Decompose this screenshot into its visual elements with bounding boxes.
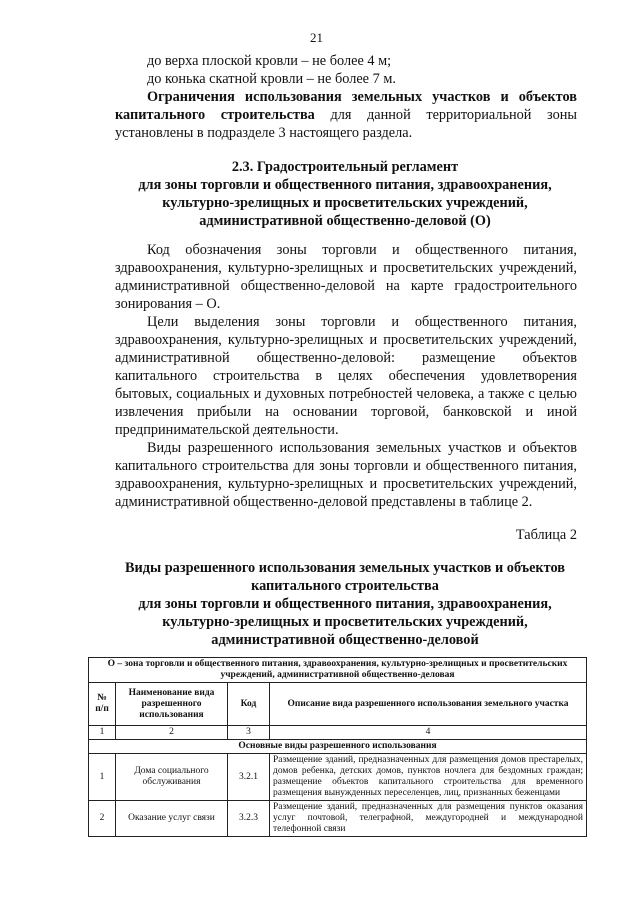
intro-line: до конька скатной кровли – не более 7 м. [147,71,396,87]
paragraphs [115,241,577,511]
para2-line: бытовых, социальных и духовных потребностей человека, а также с целью [115,386,577,402]
section-title [95,158,595,230]
para3-line: здравоохранения, культурно-зрелищных и просветительских учреждений, [115,476,577,492]
para1-line: административной общественно-деловой на карте градостроительного [115,278,577,294]
restrictions-text: для данной территориальной зоны [330,107,577,123]
zone-header-row [89,658,587,683]
permitted-use-table [88,657,587,837]
para1-line: Код обозначения зоны торговли и общественного питания, [147,242,577,258]
para2-line: административной общественно-деловой: размещение объектов [115,350,577,366]
table-title-line: для зоны торговли и общественного питания, здравоохранения, [138,596,552,612]
intro-block [115,52,577,142]
column-number: 1 [89,726,116,740]
restrictions-bold: Ограничения использования земельных участков и объектов [147,89,577,105]
column-header: Наименование вида разрешенного использования [116,683,228,726]
column-number: 2 [116,726,228,740]
section-cell: Основные виды разрешенного использования [89,740,587,754]
table-title-line: административной общественно-деловой [211,632,479,648]
row-number: 1 [89,754,116,801]
page-number: 21 [310,30,323,45]
para3-line: административной общественно-деловой представлены в таблице 2. [115,494,533,510]
column-number: 4 [270,726,587,740]
para2-line: здравоохранения, культурно-зрелищных и просветительских учреждений, [115,332,577,348]
restrictions-line [115,88,577,106]
column-header: № п/п [89,683,116,726]
column-header-row [89,683,587,726]
table-row [89,754,587,801]
row-name: Дома социального обслуживания [116,754,228,801]
row-code: 3.2.3 [228,801,270,837]
row-code: 3.2.1 [228,754,270,801]
para2-line: капитального строительства в целях обеспечения удовлетворения [115,368,577,384]
section-title-line: для зоны торговли и общественного питания, здравоохранения, [138,177,552,193]
section-title-line: административной общественно-деловой (О) [199,213,491,229]
restrictions-bold: капитального строительства [115,107,315,123]
row-name: Оказание услуг связи [116,801,228,837]
section-title-line: 2.3. Градостроительный регламент [231,159,459,175]
section-title-line: культурно-зрелищных и просветительских учреждений, [162,195,528,211]
section-row [89,740,587,754]
column-number: 3 [228,726,270,740]
column-number-row [89,726,587,740]
table-title-line: капитального строительства [251,578,439,594]
para2-line: извлечения прибыли на основании торговой, банковской и иной [115,404,577,420]
restrictions-line [115,106,577,124]
para2-line: Цели выделения зоны торговли и общественного питания, [147,314,577,330]
restrictions-line: установлены в подразделе 3 настоящего раздела. [115,125,413,141]
row-description: Размещение зданий, предназначенных для размещения домов престарелых, домов ребенка, детских домов, пунктов ночлега для бездомных граждан; размещение объектов капитального строительства для временного размещения вынужденных переселенцев, лиц, признанных беженцами [270,754,587,801]
table-title-line: Виды разрешенного использования земельных участков и объектов [124,560,565,576]
intro-line: до верха плоской кровли – не более 4 м; [147,53,392,69]
table-title [95,559,595,649]
table-title-line: культурно-зрелищных и просветительских учреждений, [162,614,528,630]
para2-line: предпринимательской деятельности. [115,422,339,438]
para1-line: зонирования – О. [115,296,221,312]
para1-line: здравоохранения, культурно-зрелищных и просветительских учреждений, [115,260,577,276]
para3-line: капитального строительства для зоны торговли и общественного питания, [115,458,577,474]
table-caption: Таблица 2 [515,527,577,543]
column-header: Описание вида разрешенного использования земельного участка [270,683,587,726]
para3-line: Виды разрешенного использования земельных участков и объектов [147,440,577,456]
row-description: Размещение зданий, предназначенных для размещения пунктов оказания услуг почтовой, телеграфной, междугородней и международной телефонной связи [270,801,587,837]
row-number: 2 [89,801,116,837]
zone-header-cell: О – зона торговли и общественного питания, здравоохранения, культурно-зрелищных и просветительских учреждений, административной общественно-деловая [89,658,587,683]
table-row [89,801,587,837]
column-header: Код [228,683,270,726]
